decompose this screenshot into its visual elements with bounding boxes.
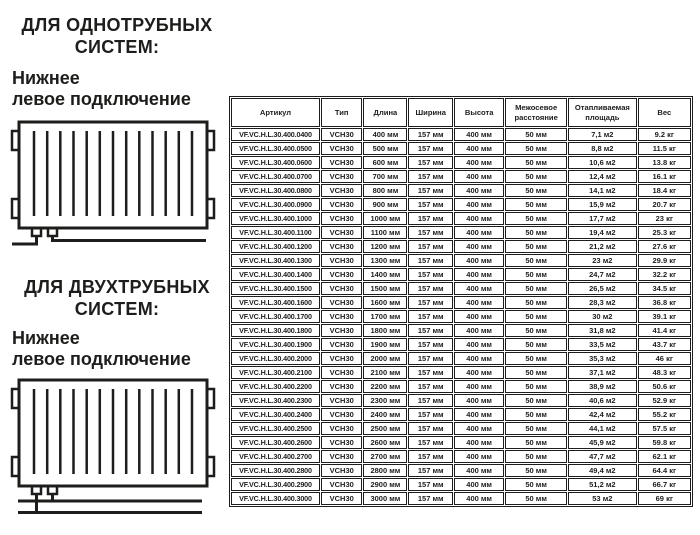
table-cell: 2200 мм bbox=[363, 380, 407, 393]
table-cell: 39.1 кг bbox=[638, 310, 691, 323]
column-header: Ширина bbox=[408, 98, 453, 127]
subtitle-line: Нижнее bbox=[12, 328, 80, 348]
table-cell: 157 мм bbox=[408, 436, 453, 449]
column-header: Длина bbox=[363, 98, 407, 127]
table-cell: VCH30 bbox=[321, 240, 362, 253]
table-cell: VCH30 bbox=[321, 478, 362, 491]
table-cell: 400 мм bbox=[454, 226, 504, 239]
table-cell: 400 мм bbox=[454, 436, 504, 449]
table-cell: 62.1 кг bbox=[638, 450, 691, 463]
table-row bbox=[231, 408, 691, 421]
table-cell: 59.8 кг bbox=[638, 436, 691, 449]
table-cell: 46 кг bbox=[638, 352, 691, 365]
subtitle-line: левое подключение bbox=[12, 89, 191, 109]
table-cell: VF.VC.H.L.30.400.1100 bbox=[231, 226, 320, 239]
table-cell: 157 мм bbox=[408, 254, 453, 267]
table-cell: 13.8 кг bbox=[638, 156, 691, 169]
table-cell: 400 мм bbox=[454, 492, 504, 505]
table-cell: VCH30 bbox=[321, 464, 362, 477]
table-cell: 157 мм bbox=[408, 352, 453, 365]
table-cell: 45,9 м2 bbox=[568, 436, 636, 449]
table-cell: 400 мм bbox=[454, 338, 504, 351]
table-cell: 500 мм bbox=[363, 142, 407, 155]
table-cell: 50 мм bbox=[505, 170, 567, 183]
table-row bbox=[231, 142, 691, 155]
table-cell: VCH30 bbox=[321, 296, 362, 309]
table-cell: 47,7 м2 bbox=[568, 450, 636, 463]
table-cell: 50 мм bbox=[505, 282, 567, 295]
table-cell: 50 мм bbox=[505, 254, 567, 267]
table-row bbox=[231, 240, 691, 253]
table-cell: 25.3 кг bbox=[638, 226, 691, 239]
table-cell: 24,7 м2 bbox=[568, 268, 636, 281]
table-cell: 50 мм bbox=[505, 464, 567, 477]
table-cell: 11.5 кг bbox=[638, 142, 691, 155]
table-cell: VF.VC.H.L.30.400.1300 bbox=[231, 254, 320, 267]
table-cell: VF.VC.H.L.30.400.2900 bbox=[231, 478, 320, 491]
table-cell: 157 мм bbox=[408, 310, 453, 323]
table-cell: 400 мм bbox=[454, 310, 504, 323]
table-cell: 400 мм bbox=[454, 142, 504, 155]
table-cell: VF.VC.H.L.30.400.0900 bbox=[231, 198, 320, 211]
table-cell: 800 мм bbox=[363, 184, 407, 197]
table-row bbox=[231, 422, 691, 435]
column-header: Артикул bbox=[231, 98, 320, 127]
single-pipe-radiator-diagram bbox=[10, 119, 222, 249]
table-cell: 50 мм bbox=[505, 366, 567, 379]
column-header: Отапливаемая площадь bbox=[568, 98, 636, 127]
table-row bbox=[231, 464, 691, 477]
table-cell: VCH30 bbox=[321, 142, 362, 155]
table-cell: 400 мм bbox=[454, 422, 504, 435]
table-cell: 2600 мм bbox=[363, 436, 407, 449]
table-cell: 50 мм bbox=[505, 156, 567, 169]
table-cell: 157 мм bbox=[408, 142, 453, 155]
table-cell: 157 мм bbox=[408, 170, 453, 183]
table-row bbox=[231, 380, 691, 393]
table-row bbox=[231, 198, 691, 211]
table-cell: 1000 мм bbox=[363, 212, 407, 225]
table-cell: VCH30 bbox=[321, 128, 362, 141]
table-cell: 50 мм bbox=[505, 226, 567, 239]
table-cell: 50 мм bbox=[505, 142, 567, 155]
table-cell: 16.1 кг bbox=[638, 170, 691, 183]
table-row bbox=[231, 170, 691, 183]
table-cell: 157 мм bbox=[408, 450, 453, 463]
table-cell: 8,8 м2 bbox=[568, 142, 636, 155]
table-cell: 1200 мм bbox=[363, 240, 407, 253]
table-cell: 52.9 кг bbox=[638, 394, 691, 407]
table-cell: VCH30 bbox=[321, 324, 362, 337]
table-cell: 27.6 кг bbox=[638, 240, 691, 253]
column-header: Межосевое расстояние bbox=[505, 98, 567, 127]
table-cell: 9.2 кг bbox=[638, 128, 691, 141]
table-cell: 23 кг bbox=[638, 212, 691, 225]
spec-table bbox=[229, 96, 693, 507]
table-cell: VF.VC.H.L.30.400.1000 bbox=[231, 212, 320, 225]
table-row bbox=[231, 282, 691, 295]
table-cell: 400 мм bbox=[454, 464, 504, 477]
table-cell: 157 мм bbox=[408, 128, 453, 141]
table-cell: 66.7 кг bbox=[638, 478, 691, 491]
radiator-single-pipe-drawing bbox=[10, 119, 222, 249]
table-cell: VCH30 bbox=[321, 422, 362, 435]
table-cell: 38,9 м2 bbox=[568, 380, 636, 393]
table-cell: 55.2 кг bbox=[638, 408, 691, 421]
table-cell: 20.7 кг bbox=[638, 198, 691, 211]
table-cell: 157 мм bbox=[408, 212, 453, 225]
table-cell: 50 мм bbox=[505, 324, 567, 337]
table-cell: 40,6 м2 bbox=[568, 394, 636, 407]
table-cell: 157 мм bbox=[408, 394, 453, 407]
table-row bbox=[231, 394, 691, 407]
table-cell: 15,9 м2 bbox=[568, 198, 636, 211]
spec-table-container bbox=[229, 96, 693, 507]
table-cell: 157 мм bbox=[408, 422, 453, 435]
table-cell: 400 мм bbox=[454, 394, 504, 407]
table-cell: VF.VC.H.L.30.400.2100 bbox=[231, 366, 320, 379]
table-row bbox=[231, 366, 691, 379]
table-cell: 36.8 кг bbox=[638, 296, 691, 309]
table-cell: 49,4 м2 bbox=[568, 464, 636, 477]
table-cell: 400 мм bbox=[454, 198, 504, 211]
table-cell: 157 мм bbox=[408, 240, 453, 253]
table-cell: 23 м2 bbox=[568, 254, 636, 267]
table-row bbox=[231, 338, 691, 351]
table-cell: 28,3 м2 bbox=[568, 296, 636, 309]
table-cell: VCH30 bbox=[321, 268, 362, 281]
table-cell: VF.VC.H.L.30.400.0400 bbox=[231, 128, 320, 141]
table-cell: 157 мм bbox=[408, 366, 453, 379]
table-cell: 2700 мм bbox=[363, 450, 407, 463]
table-row bbox=[231, 324, 691, 337]
table-cell: 2900 мм bbox=[363, 478, 407, 491]
table-cell: 51,2 м2 bbox=[568, 478, 636, 491]
table-cell: VCH30 bbox=[321, 198, 362, 211]
table-cell: 2500 мм bbox=[363, 422, 407, 435]
table-cell: 18.4 кг bbox=[638, 184, 691, 197]
table-cell: 50 мм bbox=[505, 408, 567, 421]
table-cell: VF.VC.H.L.30.400.1500 bbox=[231, 282, 320, 295]
table-cell: 157 мм bbox=[408, 296, 453, 309]
table-cell: 157 мм bbox=[408, 408, 453, 421]
table-cell: 50 мм bbox=[505, 422, 567, 435]
table-cell: 50 мм bbox=[505, 240, 567, 253]
table-cell: VCH30 bbox=[321, 394, 362, 407]
table-cell: 33,5 м2 bbox=[568, 338, 636, 351]
table-cell: 50 мм bbox=[505, 436, 567, 449]
table-cell: VCH30 bbox=[321, 282, 362, 295]
table-cell: VCH30 bbox=[321, 450, 362, 463]
table-cell: VF.VC.H.L.30.400.2500 bbox=[231, 422, 320, 435]
table-cell: 400 мм bbox=[454, 478, 504, 491]
table-cell: VCH30 bbox=[321, 408, 362, 421]
table-cell: 50 мм bbox=[505, 450, 567, 463]
two-pipe-section-title: ДЛЯ ДВУХТРУБНЫХ СИСТЕМ: bbox=[24, 277, 210, 319]
radiator-two-pipe-drawing bbox=[10, 377, 222, 518]
table-cell: 48.3 кг bbox=[638, 366, 691, 379]
table-cell: 2100 мм bbox=[363, 366, 407, 379]
table-cell: 50 мм bbox=[505, 310, 567, 323]
table-cell: 400 мм bbox=[454, 366, 504, 379]
table-row bbox=[231, 310, 691, 323]
table-cell: VCH30 bbox=[321, 380, 362, 393]
table-cell: VF.VC.H.L.30.400.2200 bbox=[231, 380, 320, 393]
table-row bbox=[231, 212, 691, 225]
table-cell: VCH30 bbox=[321, 352, 362, 365]
table-row bbox=[231, 268, 691, 281]
table-cell: VCH30 bbox=[321, 184, 362, 197]
table-cell: 1100 мм bbox=[363, 226, 407, 239]
table-cell: 2400 мм bbox=[363, 408, 407, 421]
table-header-row bbox=[231, 98, 691, 127]
table-cell: 50 мм bbox=[505, 296, 567, 309]
table-cell: VF.VC.H.L.30.400.2400 bbox=[231, 408, 320, 421]
table-cell: 1300 мм bbox=[363, 254, 407, 267]
table-cell: 157 мм bbox=[408, 324, 453, 337]
column-header: Тип bbox=[321, 98, 362, 127]
table-cell: 50 мм bbox=[505, 128, 567, 141]
table-cell: 34.5 кг bbox=[638, 282, 691, 295]
table-cell: 35,3 м2 bbox=[568, 352, 636, 365]
table-cell: VF.VC.H.L.30.400.2800 bbox=[231, 464, 320, 477]
table-cell: 2300 мм bbox=[363, 394, 407, 407]
subtitle-line: Нижнее bbox=[12, 68, 80, 88]
table-cell: 400 мм bbox=[363, 128, 407, 141]
table-cell: 400 мм bbox=[454, 380, 504, 393]
table-cell: 31,8 м2 bbox=[568, 324, 636, 337]
table-cell: 600 мм bbox=[363, 156, 407, 169]
table-cell: VF.VC.H.L.30.400.1400 bbox=[231, 268, 320, 281]
table-cell: VF.VC.H.L.30.400.2700 bbox=[231, 450, 320, 463]
table-cell: 400 мм bbox=[454, 268, 504, 281]
table-cell: 44,1 м2 bbox=[568, 422, 636, 435]
table-cell: 400 мм bbox=[454, 156, 504, 169]
column-header: Вес bbox=[638, 98, 691, 127]
table-cell: 10,6 м2 bbox=[568, 156, 636, 169]
table-cell: 400 мм bbox=[454, 240, 504, 253]
table-cell: 50 мм bbox=[505, 212, 567, 225]
table-row bbox=[231, 450, 691, 463]
table-cell: 157 мм bbox=[408, 380, 453, 393]
table-cell: VCH30 bbox=[321, 366, 362, 379]
table-cell: VF.VC.H.L.30.400.1700 bbox=[231, 310, 320, 323]
table-row bbox=[231, 478, 691, 491]
table-cell: 157 мм bbox=[408, 198, 453, 211]
table-cell: 50 мм bbox=[505, 198, 567, 211]
table-cell: 50 мм bbox=[505, 352, 567, 365]
single-pipe-connection-subtitle bbox=[12, 68, 191, 110]
table-cell: VF.VC.H.L.30.400.3000 bbox=[231, 492, 320, 505]
table-row bbox=[231, 184, 691, 197]
table-cell: 400 мм bbox=[454, 184, 504, 197]
table-cell: 157 мм bbox=[408, 464, 453, 477]
single-pipe-section-title: ДЛЯ ОДНОТРУБНЫХ СИСТЕМ: bbox=[21, 15, 213, 57]
table-cell: 1800 мм bbox=[363, 324, 407, 337]
table-cell: 1400 мм bbox=[363, 268, 407, 281]
table-row bbox=[231, 156, 691, 169]
table-cell: 400 мм bbox=[454, 282, 504, 295]
table-cell: 50 мм bbox=[505, 338, 567, 351]
table-cell: 2000 мм bbox=[363, 352, 407, 365]
table-cell: 400 мм bbox=[454, 170, 504, 183]
table-cell: 157 мм bbox=[408, 282, 453, 295]
table-cell: 32.2 кг bbox=[638, 268, 691, 281]
table-cell: 400 мм bbox=[454, 212, 504, 225]
table-cell: VF.VC.H.L.30.400.0600 bbox=[231, 156, 320, 169]
table-cell: 41.4 кг bbox=[638, 324, 691, 337]
table-cell: 157 мм bbox=[408, 226, 453, 239]
table-cell: VF.VC.H.L.30.400.0800 bbox=[231, 184, 320, 197]
table-cell: 12,4 м2 bbox=[568, 170, 636, 183]
table-cell: 50 мм bbox=[505, 184, 567, 197]
table-cell: 30 м2 bbox=[568, 310, 636, 323]
table-cell: 57.5 кг bbox=[638, 422, 691, 435]
table-row bbox=[231, 296, 691, 309]
table-cell: VCH30 bbox=[321, 310, 362, 323]
table-cell: 2800 мм bbox=[363, 464, 407, 477]
table-cell: VF.VC.H.L.30.400.1200 bbox=[231, 240, 320, 253]
table-cell: VCH30 bbox=[321, 492, 362, 505]
table-cell: VCH30 bbox=[321, 170, 362, 183]
table-cell: 26,5 м2 bbox=[568, 282, 636, 295]
table-cell: VF.VC.H.L.30.400.0500 bbox=[231, 142, 320, 155]
table-cell: VCH30 bbox=[321, 436, 362, 449]
table-cell: 900 мм bbox=[363, 198, 407, 211]
table-cell: 50 мм bbox=[505, 394, 567, 407]
table-cell: 50.6 кг bbox=[638, 380, 691, 393]
table-cell: VCH30 bbox=[321, 338, 362, 351]
table-cell: 42,4 м2 bbox=[568, 408, 636, 421]
table-row bbox=[231, 254, 691, 267]
table-cell: 43.7 кг bbox=[638, 338, 691, 351]
table-row bbox=[231, 492, 691, 505]
table-cell: VF.VC.H.L.30.400.0700 bbox=[231, 170, 320, 183]
table-cell: VCH30 bbox=[321, 254, 362, 267]
table-cell: VF.VC.H.L.30.400.1600 bbox=[231, 296, 320, 309]
table-cell: 53 м2 bbox=[568, 492, 636, 505]
table-cell: 50 мм bbox=[505, 268, 567, 281]
table-cell: 21,2 м2 bbox=[568, 240, 636, 253]
table-cell: 7,1 м2 bbox=[568, 128, 636, 141]
table-cell: 157 мм bbox=[408, 338, 453, 351]
table-cell: 400 мм bbox=[454, 408, 504, 421]
table-cell: 19,4 м2 bbox=[568, 226, 636, 239]
table-cell: 400 мм bbox=[454, 128, 504, 141]
table-cell: VCH30 bbox=[321, 156, 362, 169]
table-cell: 69 кг bbox=[638, 492, 691, 505]
column-header: Высота bbox=[454, 98, 504, 127]
table-cell: 157 мм bbox=[408, 268, 453, 281]
table-cell: 50 мм bbox=[505, 380, 567, 393]
subtitle-line: левое подключение bbox=[12, 349, 191, 369]
table-cell: 400 мм bbox=[454, 254, 504, 267]
table-cell: VF.VC.H.L.30.400.2300 bbox=[231, 394, 320, 407]
table-cell: 157 мм bbox=[408, 478, 453, 491]
table-cell: 400 мм bbox=[454, 450, 504, 463]
table-cell: 400 мм bbox=[454, 296, 504, 309]
table-row bbox=[231, 436, 691, 449]
table-cell: 157 мм bbox=[408, 156, 453, 169]
table-cell: VCH30 bbox=[321, 212, 362, 225]
table-row bbox=[231, 128, 691, 141]
table-cell: 157 мм bbox=[408, 184, 453, 197]
table-cell: VF.VC.H.L.30.400.1800 bbox=[231, 324, 320, 337]
two-pipe-connection-subtitle bbox=[12, 328, 191, 370]
table-cell: 400 мм bbox=[454, 324, 504, 337]
table-cell: 1900 мм bbox=[363, 338, 407, 351]
table-cell: VF.VC.H.L.30.400.1900 bbox=[231, 338, 320, 351]
table-cell: 3000 мм bbox=[363, 492, 407, 505]
table-cell: 50 мм bbox=[505, 478, 567, 491]
table-row bbox=[231, 226, 691, 239]
table-cell: 1700 мм bbox=[363, 310, 407, 323]
table-cell: 157 мм bbox=[408, 492, 453, 505]
table-row bbox=[231, 352, 691, 365]
two-pipe-radiator-diagram bbox=[10, 377, 222, 518]
table-cell: 64.4 кг bbox=[638, 464, 691, 477]
table-cell: 50 мм bbox=[505, 492, 567, 505]
table-cell: VF.VC.H.L.30.400.2000 bbox=[231, 352, 320, 365]
table-cell: 37,1 м2 bbox=[568, 366, 636, 379]
table-cell: 17,7 м2 bbox=[568, 212, 636, 225]
table-cell: 1500 мм bbox=[363, 282, 407, 295]
table-cell: 400 мм bbox=[454, 352, 504, 365]
table-cell: 1600 мм bbox=[363, 296, 407, 309]
table-cell: VF.VC.H.L.30.400.2600 bbox=[231, 436, 320, 449]
table-cell: 14,1 м2 bbox=[568, 184, 636, 197]
table-cell: 700 мм bbox=[363, 170, 407, 183]
table-cell: VCH30 bbox=[321, 226, 362, 239]
table-cell: 29.9 кг bbox=[638, 254, 691, 267]
